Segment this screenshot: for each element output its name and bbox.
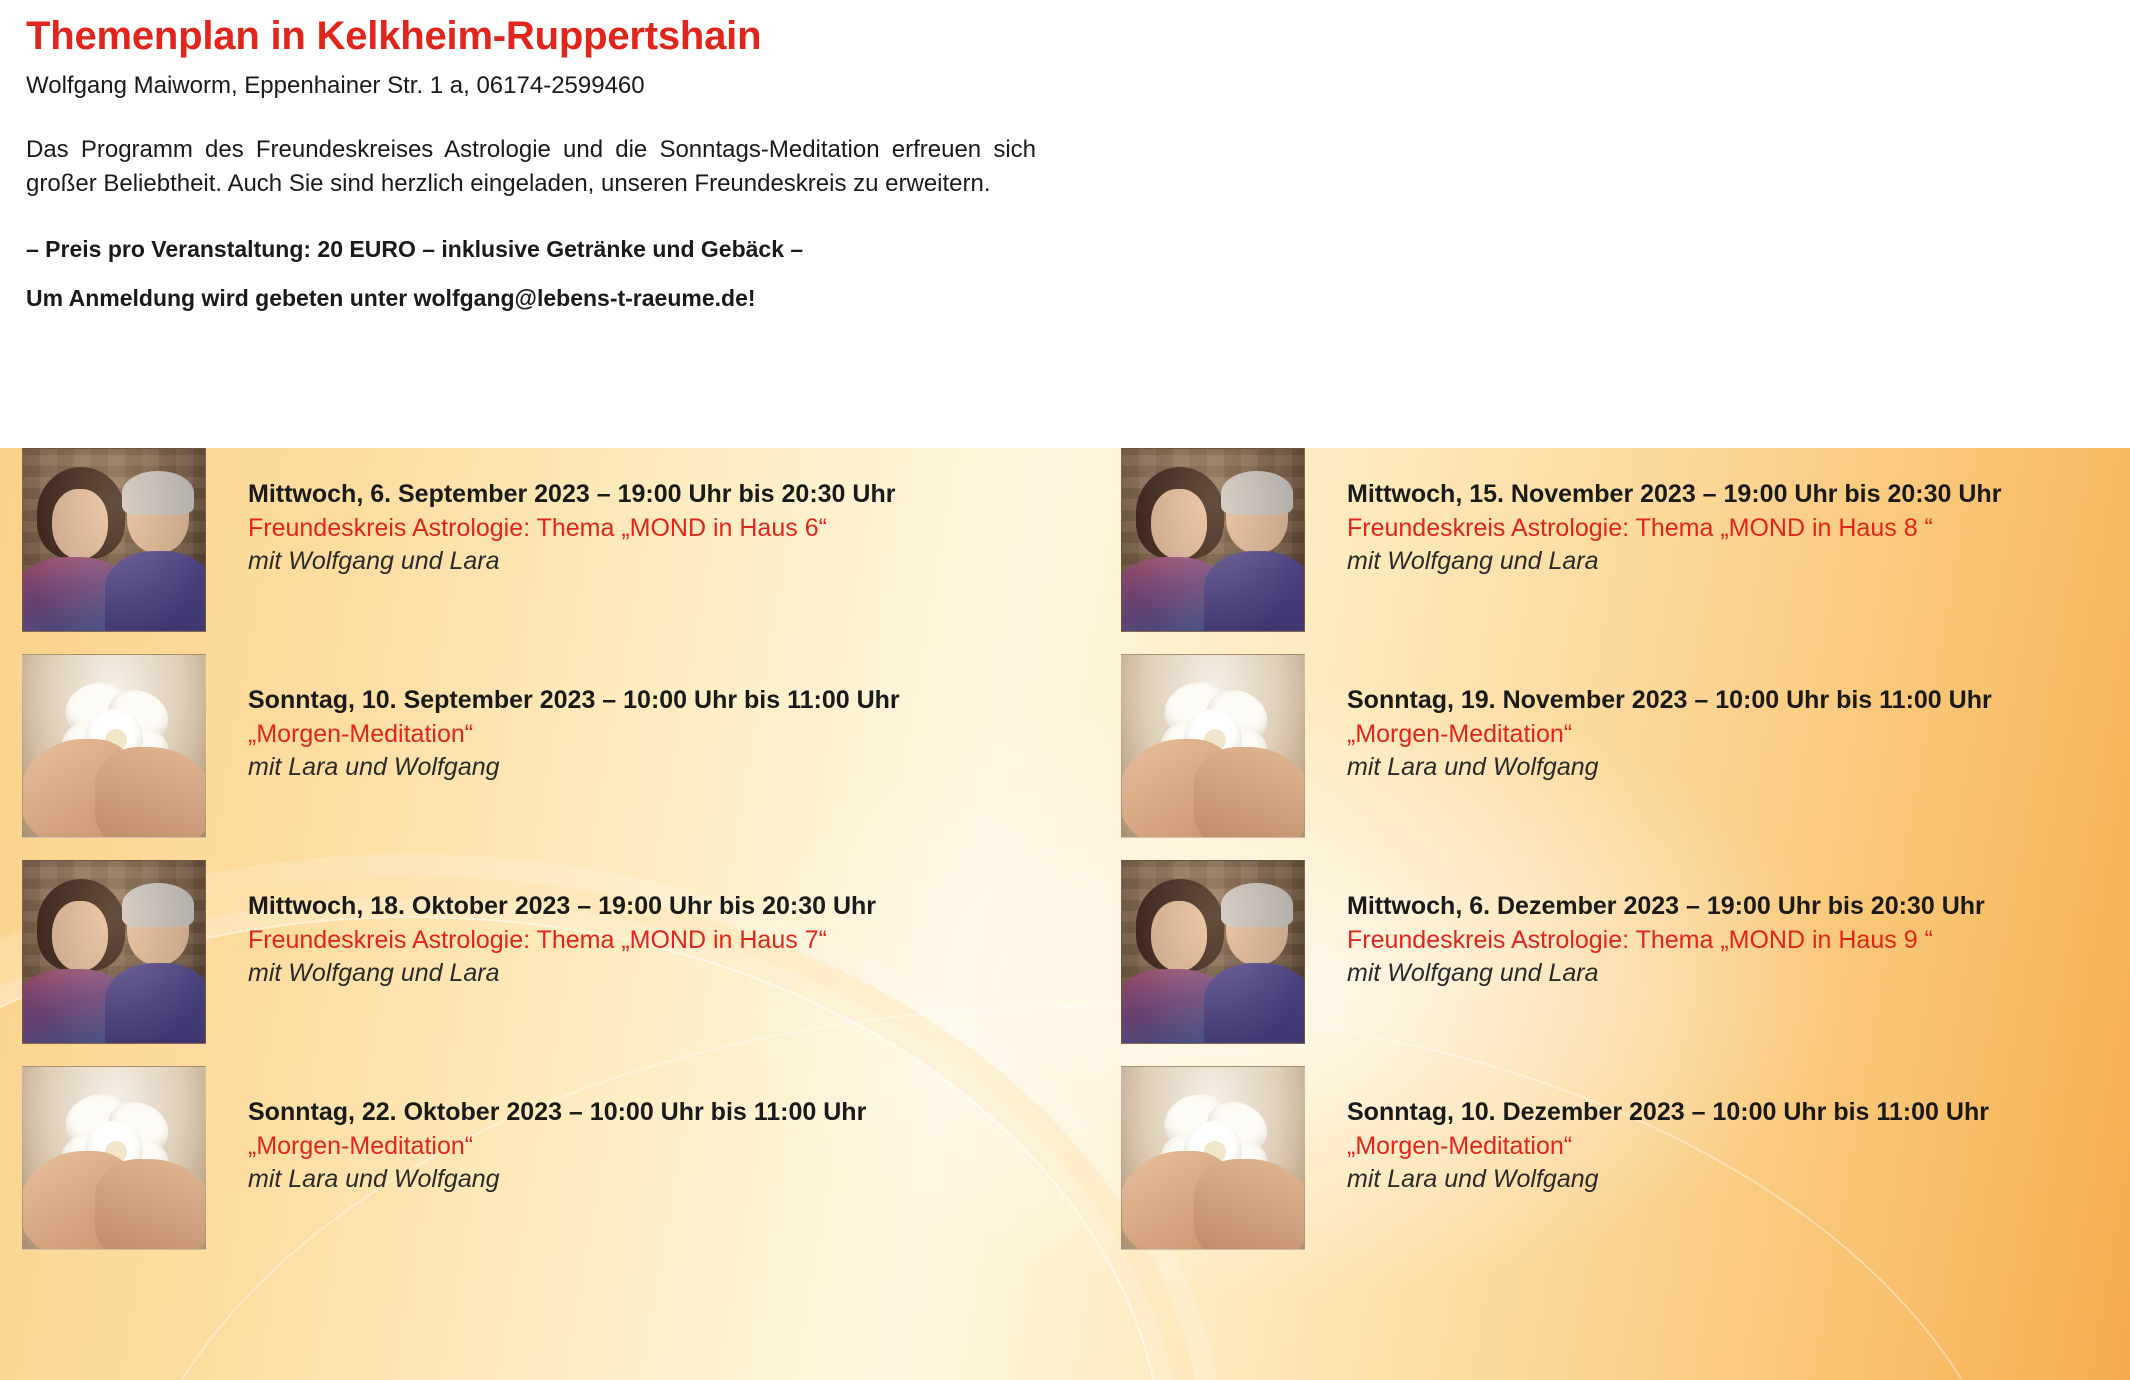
event-item [0, 654, 1120, 860]
event-datetime: Sonntag, 19. November 2023 – 10:00 Uhr bis 11:00 Uhr [1347, 686, 1992, 714]
event-datetime: Mittwoch, 18. Oktober 2023 – 19:00 Uhr bis 20:30 Uhr [248, 892, 877, 920]
couple-photo [1121, 860, 1305, 1044]
schedule-grid [0, 448, 2130, 1272]
event-item [1120, 860, 2130, 1066]
event-topic: „Morgen-Meditation“ [248, 719, 474, 748]
event-topic: Freundeskreis Astrologie: Thema „MOND in Haus 9 “ [1347, 925, 1933, 954]
event-hosts: mit Wolfgang und Lara [1347, 547, 1599, 575]
event-datetime: Mittwoch, 15. November 2023 – 19:00 Uhr bis 20:30 Uhr [1347, 480, 2002, 508]
event-item [0, 860, 1120, 1066]
event-datetime: Sonntag, 10. Dezember 2023 – 10:00 Uhr bis 11:00 Uhr [1347, 1098, 1989, 1126]
document-header [26, 14, 1326, 335]
event-hosts: mit Lara und Wolfgang [1347, 1165, 1599, 1193]
registration-note: Um Anmeldung wird gebeten unter wolfgang@lebens-t-raeume.de! [26, 285, 756, 312]
event-text [1347, 448, 2001, 579]
price-note: – Preis pro Veranstaltung: 20 EURO – inklusive Getränke und Gebäck – [26, 235, 804, 262]
event-datetime: Sonntag, 10. September 2023 – 10:00 Uhr bis 11:00 Uhr [248, 686, 900, 714]
couple-photo [22, 448, 206, 632]
flower-hands-photo [22, 654, 206, 838]
event-item [0, 448, 1120, 654]
event-hosts: mit Wolfgang und Lara [248, 547, 500, 575]
event-hosts: mit Wolfgang und Lara [1347, 959, 1599, 987]
event-text [1347, 654, 1992, 785]
event-hosts: mit Lara und Wolfgang [248, 753, 500, 781]
event-datetime: Mittwoch, 6. Dezember 2023 – 19:00 Uhr bis 20:30 Uhr [1347, 892, 1985, 920]
event-datetime: Sonntag, 22. Oktober 2023 – 10:00 Uhr bis 11:00 Uhr [248, 1098, 867, 1126]
event-topic: „Morgen-Meditation“ [1347, 719, 1573, 748]
event-topic: Freundeskreis Astrologie: Thema „MOND in Haus 7“ [248, 925, 827, 954]
flower-hands-photo [1121, 654, 1305, 838]
event-hosts: mit Lara und Wolfgang [248, 1165, 500, 1193]
event-hosts: mit Wolfgang und Lara [248, 959, 500, 987]
contact-line: Wolfgang Maiworm, Eppenhainer Str. 1 a, 06174-2599460 [26, 72, 645, 99]
intro-paragraph: Das Programm des Freundeskreises Astrologie und die Sonntags-Meditation erfreuen sich großer Beliebtheit. Auch Sie sind herzlich eingeladen, unseren Freundeskreis zu erweitern. [26, 135, 1036, 198]
event-item [1120, 448, 2130, 654]
event-text [1347, 1066, 1989, 1197]
flower-hands-photo [1121, 1066, 1305, 1250]
event-text [248, 448, 895, 579]
event-topic: „Morgen-Meditation“ [1347, 1131, 1573, 1160]
couple-photo [1121, 448, 1305, 632]
event-hosts: mit Lara und Wolfgang [1347, 753, 1599, 781]
event-item [1120, 654, 2130, 860]
event-topic: Freundeskreis Astrologie: Thema „MOND in Haus 8 “ [1347, 513, 1933, 542]
event-item [0, 1066, 1120, 1272]
event-text [248, 860, 876, 991]
page-title: Themenplan in Kelkheim-Ruppertshain [26, 14, 762, 58]
schedule-panel [0, 448, 2130, 1380]
event-text [248, 654, 900, 785]
flower-hands-photo [22, 1066, 206, 1250]
event-topic: Freundeskreis Astrologie: Thema „MOND in Haus 6“ [248, 513, 827, 542]
event-text [248, 1066, 866, 1197]
event-item [1120, 1066, 2130, 1272]
couple-photo [22, 860, 206, 1044]
event-text [1347, 860, 1985, 991]
event-topic: „Morgen-Meditation“ [248, 1131, 474, 1160]
event-datetime: Mittwoch, 6. September 2023 – 19:00 Uhr bis 20:30 Uhr [248, 480, 896, 508]
